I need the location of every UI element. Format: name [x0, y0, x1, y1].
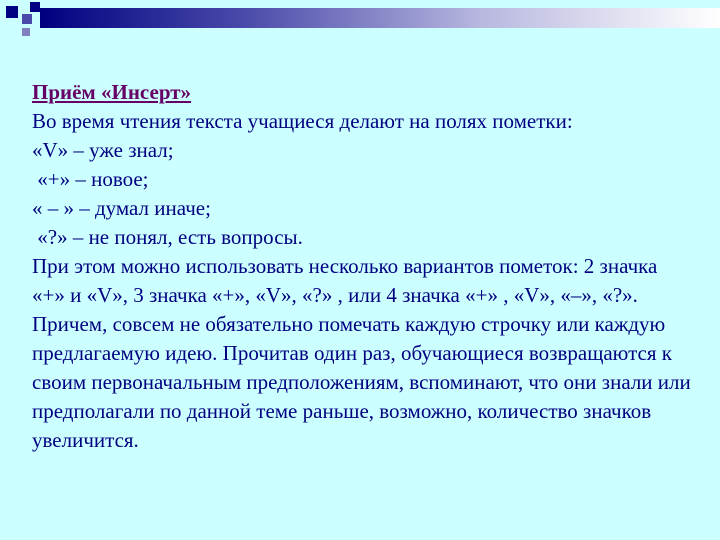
mark-item: «?» – не понял, есть вопросы.: [32, 225, 303, 249]
gradient-band: [40, 8, 720, 28]
decor-square: [22, 14, 32, 24]
slide-title: Приём «Инсерт»: [32, 80, 192, 104]
decorative-header: [0, 0, 720, 40]
decor-square: [6, 6, 18, 18]
mark-item: «V» – уже знал;: [32, 138, 174, 162]
intro-text: Во время чтения текста учащиеся делают на полях пометки:: [32, 109, 573, 133]
decor-square: [22, 28, 30, 36]
mark-item: «+» – новое;: [32, 167, 149, 191]
slide-body: [32, 78, 692, 455]
decor-square: [30, 2, 40, 12]
mark-item: « – » – думал иначе;: [32, 196, 211, 220]
explanation-paragraph: При этом можно использовать несколько вариантов пометок: 2 значка «+» и «V», 3 значка «+», «V», «?» , или 4 значка «+» , «V», «–», «?». Причем, совсем не обязательно помечать каждую строчку или каждую предлагаемую идею. Прочитав один раз, обучающиеся возвращаются к своим первоначальным предположениям, вспоминают, что они знали или предполагали по данной теме раньше, возможно, количество значков увеличится.: [32, 254, 691, 452]
